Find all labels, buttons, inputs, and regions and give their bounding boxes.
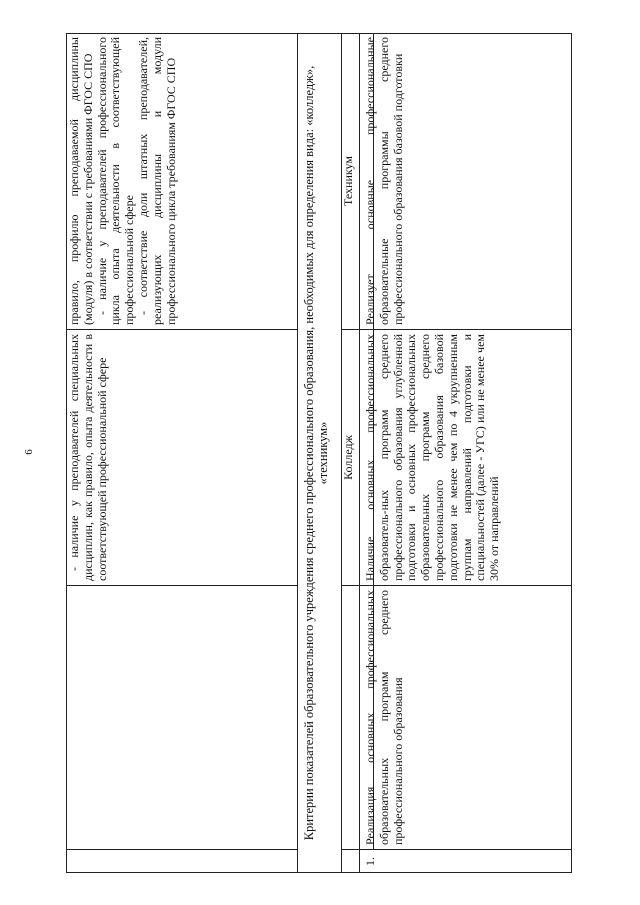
continuation-num-cell bbox=[66, 849, 297, 873]
table-row bbox=[360, 33, 572, 873]
continuation-technikum-line: правило, профилю преподаваемой дисциплины (модуля) в соответствии с требованиями ФГОС СПО bbox=[67, 37, 95, 325]
row-college-text: Наличие основных профессиональных образователь-ных программ среднего профессионального образования углубленной подготовки и основных профессиональных образовательных программ среднего профессионального образования базовой подготовки не менее чем по 4 укрупненным группам направлений подготовки и специальностей (далее - УГС) или не менее чем 30% от направлений bbox=[360, 329, 572, 585]
row-number: 1. bbox=[360, 849, 572, 873]
rotated-table bbox=[66, 33, 572, 873]
row-technikum-text: Реализует основные профессиональные образовательные программы среднего профессионального образования базовой подготовки bbox=[363, 37, 405, 325]
row-criterion-name: Реализация основных профессиональных образовательных программ среднего профессионального образования bbox=[360, 585, 572, 849]
header-name-cell bbox=[342, 585, 359, 849]
continuation-technikum-cell bbox=[66, 33, 297, 329]
continuation-name-cell bbox=[66, 585, 297, 849]
header-technikum: Техникум bbox=[341, 156, 355, 206]
header-college: Колледж bbox=[342, 329, 359, 585]
continuation-technikum-line: - наличие у преподавателей профессионального цикла опыта деятельности в соответствующей профессиональной сфере bbox=[94, 37, 137, 325]
header-num-cell bbox=[342, 849, 359, 873]
header-row bbox=[342, 33, 360, 873]
continuation-college-cell bbox=[66, 329, 297, 585]
continuation-college-text: - наличие у преподавателей специальных дисциплин, как правило, опыта деятельности в соответствующей профессиональной сфере bbox=[67, 334, 109, 581]
page-number: 6 bbox=[22, 449, 35, 455]
continuation-technikum-line: - соответствие доли штатных преподавателей, реализующих дисциплины и модули профессионального цикла требованиям ФГОС СПО bbox=[135, 37, 178, 325]
continuation-row bbox=[66, 33, 298, 873]
table-caption: Критерии показателей образовательного учреждения среднего профессионального образования, необходимых для определения вида: «колледж», «техникум» bbox=[298, 33, 342, 873]
